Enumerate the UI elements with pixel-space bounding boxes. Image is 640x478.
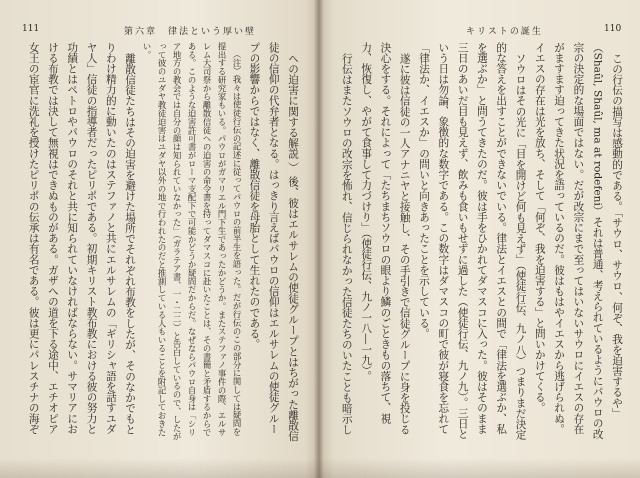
left-paragraph-2: 離散信徒たちはその迫害を避けた場所でそれぞれ布教をしたが、そのなかでもとりわけ精力的に動いたのはステファノと共にエルサレムの「ギリシャ語を話すユダヤ人」信徒の指導者だったピリポである。初期キリスト教布教における彼の努力と功績とはペトロやパウロのそれと共に知られていなければならない。サマリアにおける布教では決して無視はできぬものがある。ガザへの道を下る途中、エチオピア女王の宦官に洗礼を授けたピリポの伝承は有名である。彼は更にパレスチナの海ぞ bbox=[27, 42, 137, 435]
left-page-number: 111 bbox=[22, 24, 40, 34]
left-page-text bbox=[22, 42, 302, 442]
right-running-header: キリストの誕生 bbox=[466, 27, 543, 37]
right-paragraph-3: 遂に彼は信徒の一人アナニヤと接触し、その手引きで信徒グループに身を投じる決心をする。それによって「たちまちソウロの眼より鱗のごときもの落ちて、視力、恢復し、やがて食事して力づけり」（使徒行伝、九ノ一八―一九）。 bbox=[360, 42, 411, 435]
right-paragraph-2: ソウロはその光に「目を開けど何も見えず」（使徒行伝、九ノ八）つまりまだ決定的な答えを出すことができないでいる。律法とイエスとの間で「律法を選ぶか、私を選ぶか」と問うてきたのだ。彼は手をひかれてダマスコに入った。彼はそのまま三日のあいだ目も見えず、飲みも食いもせずに過した（使徒行伝、九ノ九）。三日という日は勿論、象徴的な数字である。この数字はダマスコの町で彼が寝食を忘れて「律法か、イエスか」の問いと向きあったことを示している。 bbox=[418, 42, 527, 440]
left-paragraph-1: ヘの迫害に関する解説 ） 後、彼はエルサレムの使徒グループとはちがった離散信徒の信仰の代弁者となる。はっきり言えばパウロの信仰はエルサレムの使徒グループの影響からではなく、離散信徒を母胎として生れたのである。 bbox=[248, 42, 299, 441]
right-page bbox=[318, 0, 640, 478]
left-page bbox=[0, 0, 318, 478]
right-paragraph-4: 行伝はまたソウロの改宗を怖れ、信じられなかった信徒たちのいたことも暗示し bbox=[340, 52, 353, 435]
right-page-text bbox=[340, 42, 626, 442]
page-bottom-shadow bbox=[0, 458, 640, 478]
book-gutter bbox=[314, 0, 324, 478]
right-paragraph-1: この行伝の描写は感動的である。「サウロ、サウロ、何ぞ、我を迫害するや」（Shaûl, Shaûl, ma at rodefeni）それは普通、考えられているようにパウロの改宗の決定的な場面ではない。だが改宗にまで至ってはいないサウロにイエスの存在がますます迫ってきた状況を語っているのだ。彼はもはやイエスから逃げられぬ。イエスの存在は光を放ち、そして「何ぞ、我を迫害する」と問いかけてくる。 bbox=[533, 42, 623, 440]
right-page-number: 110 bbox=[604, 24, 622, 34]
left-footnote: （注）我々は使徒行伝の記述に従ってパウロの前半生を語った。だが行伝のこの部分に関しては疑問を提出する研究家もいる。パウロがガマリエル門下生であったかどうか。またステファノ事件の際、エルサレム大司祭から離散信徒への迫害の命令書を持ってダマスコに赴いたことは、その書簡と矛盾するからである。このような迫害許可書がローマ支配下で可能かどうか疑問だからだ。なぜならパウロ自身は「シリア地方の教会では自分の顔は知られていなかった」（ガラテア書、一・二二）と告白しているので、したがって彼のユダヤ教徒迫害はユダヤ以外の地で行われたのだと推測している人もいることを附記しておきたい。 bbox=[142, 42, 243, 441]
left-running-header: 第六章 律法という厚い壁 bbox=[124, 27, 257, 37]
